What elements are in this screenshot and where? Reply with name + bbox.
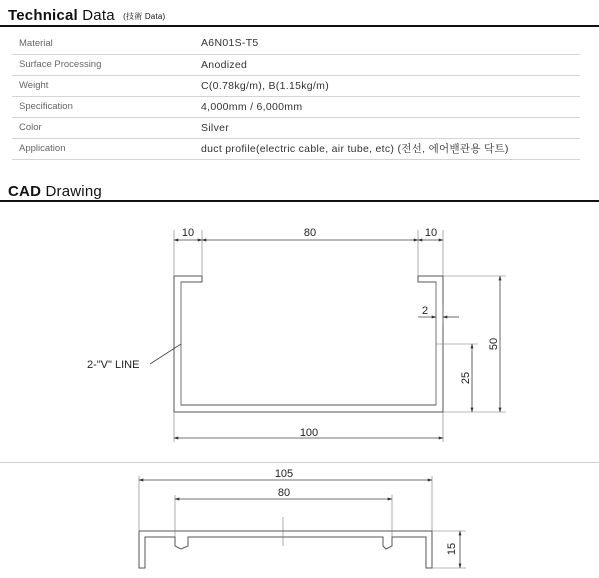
cover-outline [139,531,432,568]
cover-dim-inner: 80 [277,487,291,499]
cad-title-light: Drawing [45,183,102,200]
row-value-weight: C(0.78kg/m), B(1.15kg/m) [201,75,580,96]
row-label-weight: Weight [12,75,201,96]
dim-left-flange: 10 [181,227,195,239]
cover-dim-height: 15 [446,542,458,556]
cover-dim-width: 105 [274,468,294,480]
dim-thickness: 2 [421,305,429,317]
row-label-color: Color [12,117,201,138]
technical-title-strong: Technical [8,7,78,24]
row-value-specification: 4,000mm / 6,000mm [201,96,580,117]
dim-half-height: 25 [460,371,472,385]
dim-right-flange: 10 [424,227,438,239]
dim-width: 100 [299,427,319,439]
callout-v-line: 2-"V" LINE [87,359,140,371]
row-label-material: Material [12,33,201,54]
cover-profile [139,468,466,568]
c-channel-profile [87,227,506,442]
row-label-specification: Specification [12,96,201,117]
row-value-color: Silver [201,117,580,138]
cad-title-strong: CAD [8,183,42,200]
c-channel-outline [174,276,443,412]
row-label-surface: Surface Processing [12,54,201,75]
technical-title-sub: (技術 Data) [123,12,166,21]
row-value-material: A6N01S-T5 [201,33,580,54]
technical-title-light: Data [82,7,115,24]
dim-height: 50 [488,337,500,351]
row-value-surface: Anodized [201,54,580,75]
dim-opening: 80 [303,227,317,239]
row-value-application: duct profile(electric cable, air tube, etc) (전선, 에어밴관용 닥트) [201,138,580,159]
row-label-application: Application [12,138,201,159]
